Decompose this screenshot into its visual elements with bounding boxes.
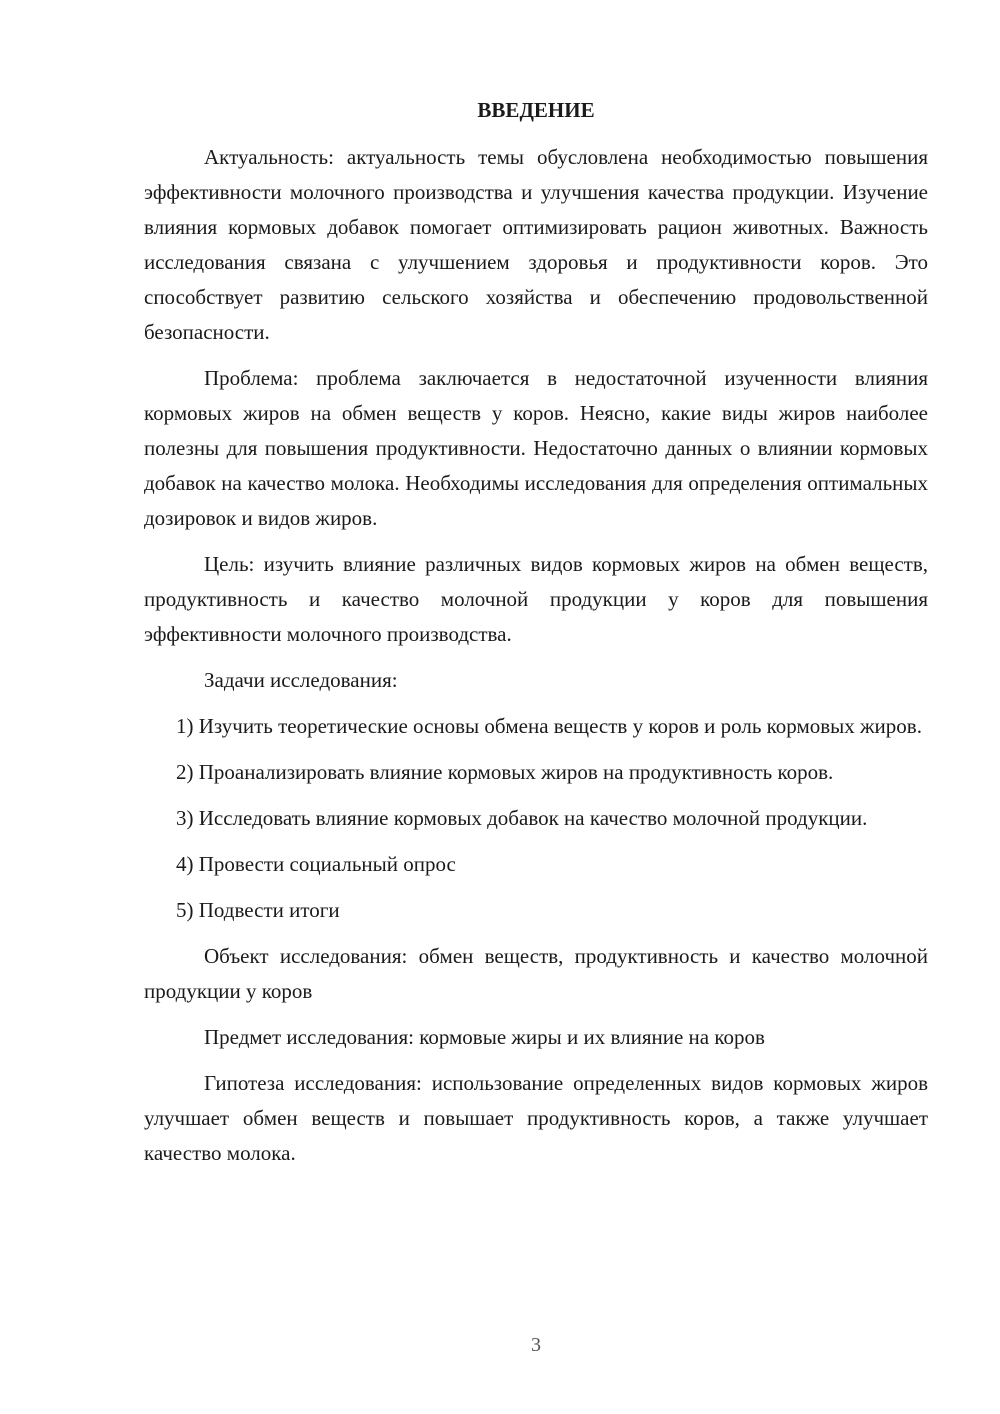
paragraph-hypothesis: Гипотеза исследования: использование определенных видов кормовых жиров улучшает обмен веществ и повышает продуктивность коров, а также улучшает качество молока. [144, 1071, 928, 1165]
paragraph-relevance: Актуальность: актуальность темы обусловлена необходимостью повышения эффективности молочного производства и улучшения качества продукции. Изучение влияния кормовых добавок помогает оптимизировать рацион животных. Важность исследования связана с улучшением здоровья и продуктивности коров. Это способствует развитию сельского хозяйства и обеспечению продовольственной безопасности. [144, 145, 928, 344]
task-item-4: 4) Провести социальный опрос [176, 852, 456, 876]
task-item-5: 5) Подвести итоги [176, 898, 340, 922]
task-item-1: 1) Изучить теоретические основы обмена веществ у коров и роль кормовых жиров. [176, 714, 922, 738]
paragraph-subject: Предмет исследования: кормовые жиры и их влияние на коров [204, 1025, 765, 1049]
paragraph-object: Объект исследования: обмен веществ, продуктивность и качество молочной продукции у коров [144, 944, 928, 1003]
paragraph-problem: Проблема: проблема заключается в недостаточной изученности влияния кормовых жиров на обмен веществ у коров. Неясно, какие виды жиров наиболее полезны для повышения продуктивности. Недостаточно данных о влиянии кормовых добавок на качество молока. Необходимы исследования для определения оптимальных дозировок и видов жиров. [144, 366, 928, 530]
task-item-3: 3) Исследовать влияние кормовых добавок на качество молочной продукции. [176, 806, 868, 830]
page-number: 3 [531, 1334, 541, 1356]
task-item-2: 2) Проанализировать влияние кормовых жиров на продуктивность коров. [176, 760, 834, 784]
paragraph-goal: Цель: изучить влияние различных видов кормовых жиров на обмен веществ, продуктивность и качество молочной продукции у коров для повышения эффективности молочного производства. [144, 552, 928, 646]
paragraph-tasks-heading: Задачи исследования: [204, 668, 398, 692]
document-page [144, 96, 928, 1182]
page-title: ВВЕДЕНИЕ [477, 98, 595, 122]
